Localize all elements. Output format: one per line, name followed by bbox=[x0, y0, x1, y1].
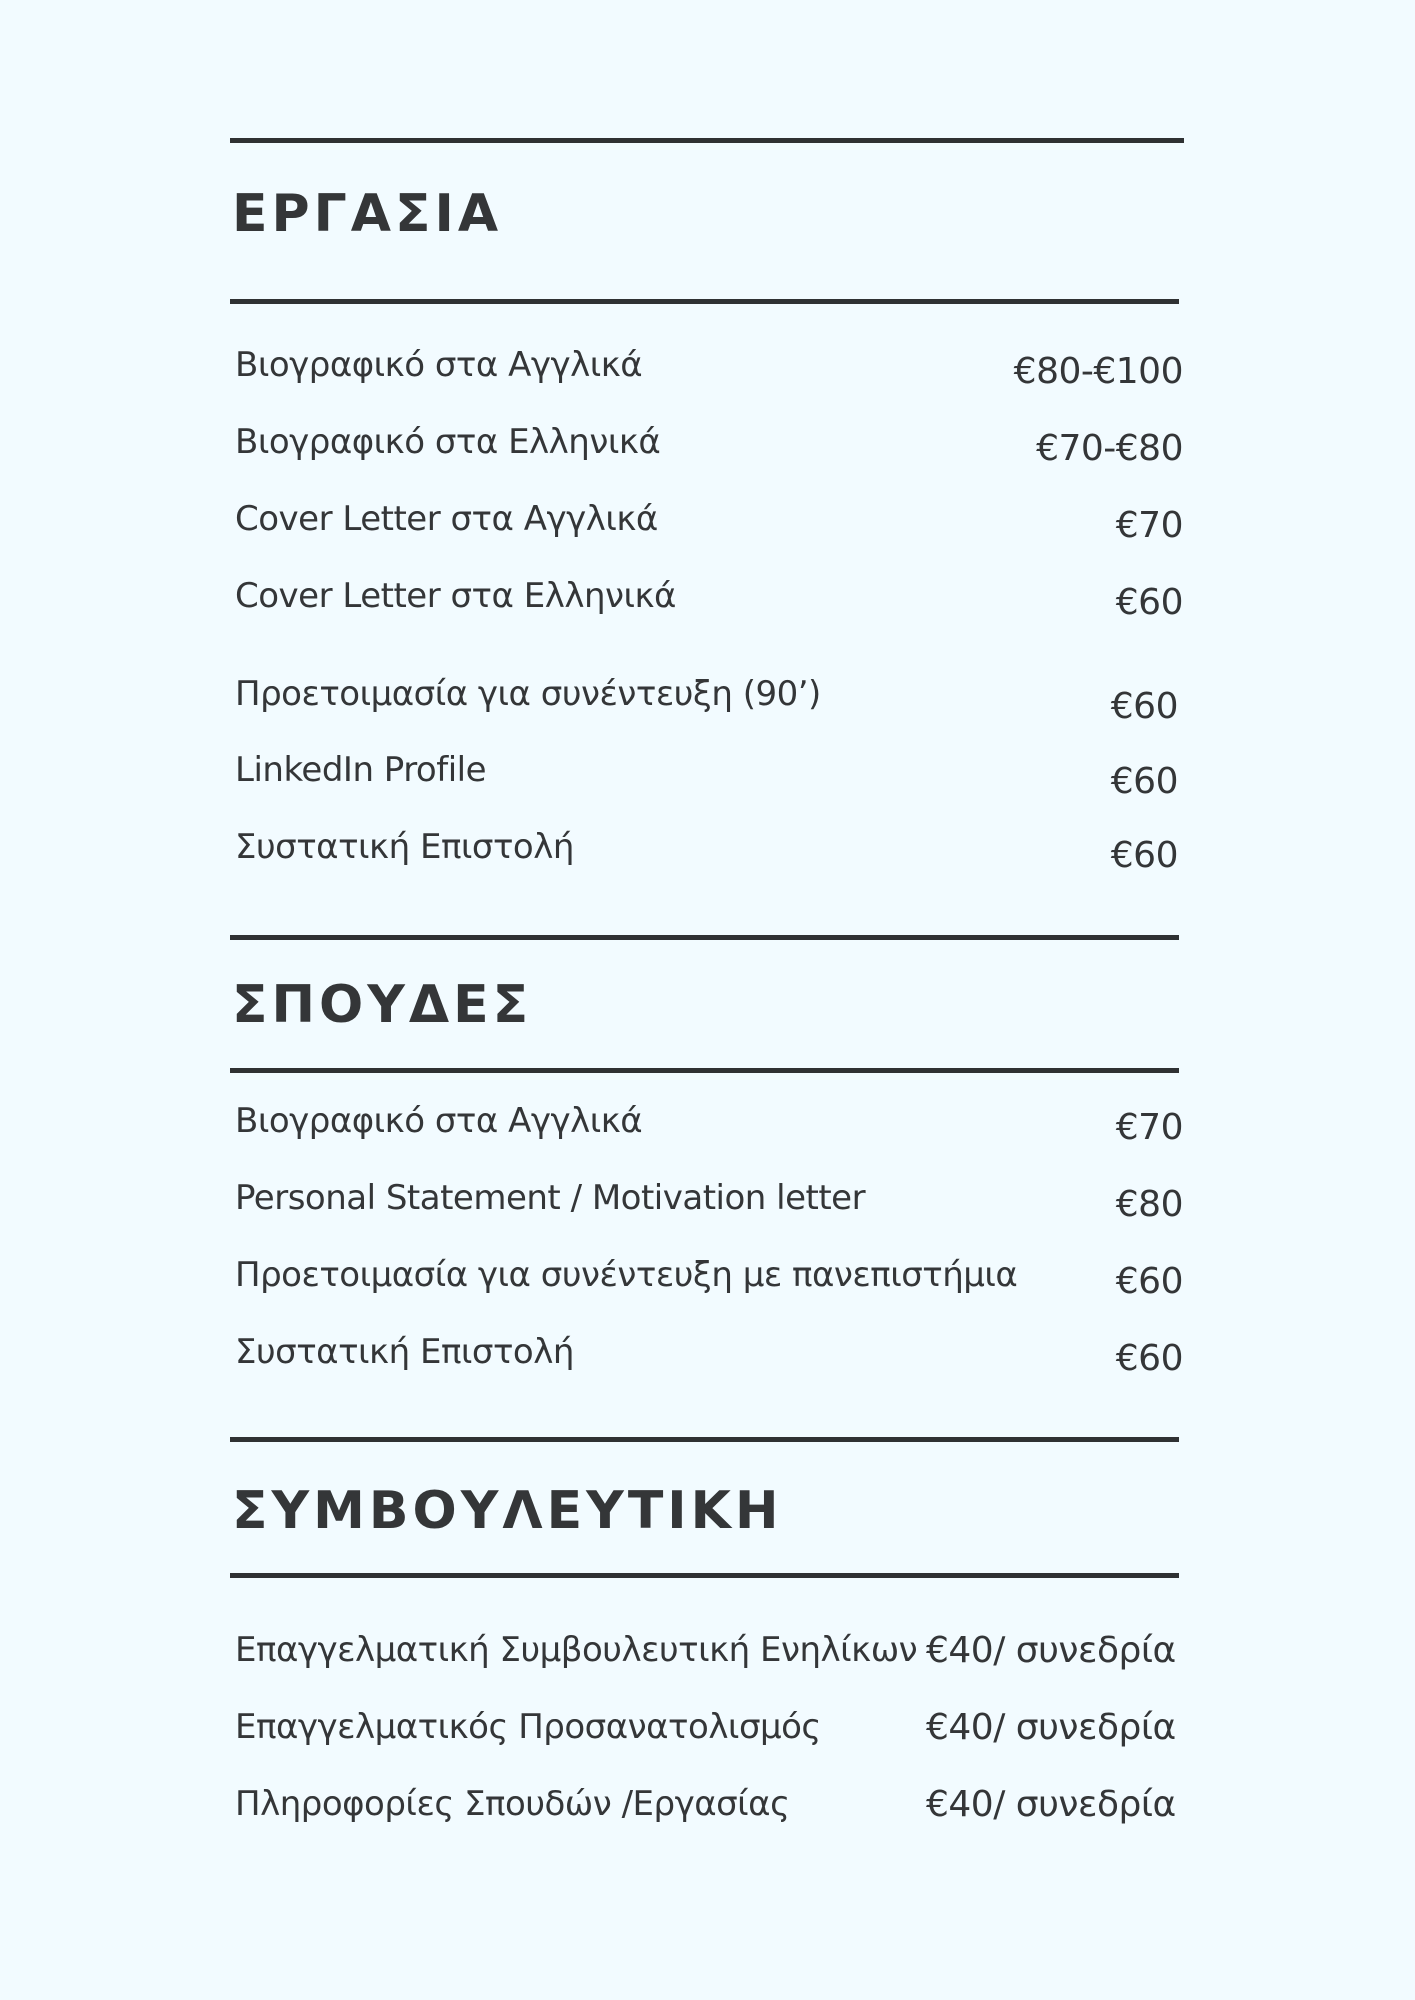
section-title-counseling: ΣΥΜΒΟΥΛΕΥΤΙΚΗ bbox=[232, 1481, 783, 1541]
service-price: €60 bbox=[1115, 1261, 1183, 1302]
service-price: €60 bbox=[1110, 686, 1178, 727]
section-divider bbox=[230, 1573, 1179, 1578]
section-divider bbox=[230, 1068, 1179, 1073]
service-label: Προετοιμασία για συνέντευξη με πανεπιστήμια bbox=[235, 1255, 1018, 1295]
service-price: €40/ συνεδρία bbox=[926, 1630, 1176, 1671]
section-divider bbox=[230, 299, 1179, 304]
service-label: Επαγγελματική Συμβουλευτική Ενηλίκων bbox=[235, 1630, 918, 1670]
service-label: Βιογραφικό στα Αγγλικά bbox=[235, 345, 643, 385]
service-price: €60 bbox=[1110, 761, 1178, 802]
service-label: Cover Letter στα Ελληνικά bbox=[235, 576, 676, 616]
service-label: Πληροφορίες Σπουδών /Εργασίας bbox=[235, 1784, 790, 1824]
service-label: Προετοιμασία για συνέντευξη (90’) bbox=[235, 674, 821, 714]
section-divider bbox=[230, 935, 1179, 940]
service-label: Συστατική Επιστολή bbox=[235, 827, 574, 867]
service-label: Βιογραφικό στα Ελληνικά bbox=[235, 422, 661, 462]
service-label: Επαγγελματικός Προσανατολισμός bbox=[235, 1707, 821, 1747]
service-price: €40/ συνεδρία bbox=[926, 1707, 1176, 1748]
service-price: €70 bbox=[1115, 505, 1183, 546]
section-title-work: ΕΡΓΑΣΙΑ bbox=[232, 184, 503, 244]
service-price: €40/ συνεδρία bbox=[926, 1784, 1176, 1825]
service-label: Βιογραφικό στα Αγγλικά bbox=[235, 1101, 643, 1141]
service-price: €60 bbox=[1115, 582, 1183, 623]
section-divider bbox=[230, 1437, 1179, 1442]
service-price: €60 bbox=[1115, 1338, 1183, 1379]
service-label: Personal Statement / Motivation letter bbox=[235, 1178, 866, 1218]
service-price: €80-€100 bbox=[1013, 351, 1183, 392]
service-price: €80 bbox=[1115, 1184, 1183, 1225]
service-price: €70 bbox=[1115, 1107, 1183, 1148]
service-label: Συστατική Επιστολή bbox=[235, 1332, 574, 1372]
section-title-studies: ΣΠΟΥΔΕΣ bbox=[232, 975, 533, 1035]
service-price: €70-€80 bbox=[1036, 428, 1183, 469]
service-label: LinkedIn Profile bbox=[235, 750, 487, 790]
section-divider-top bbox=[230, 138, 1184, 143]
service-label: Cover Letter στα Αγγλικά bbox=[235, 499, 658, 539]
service-price: €60 bbox=[1110, 835, 1178, 876]
